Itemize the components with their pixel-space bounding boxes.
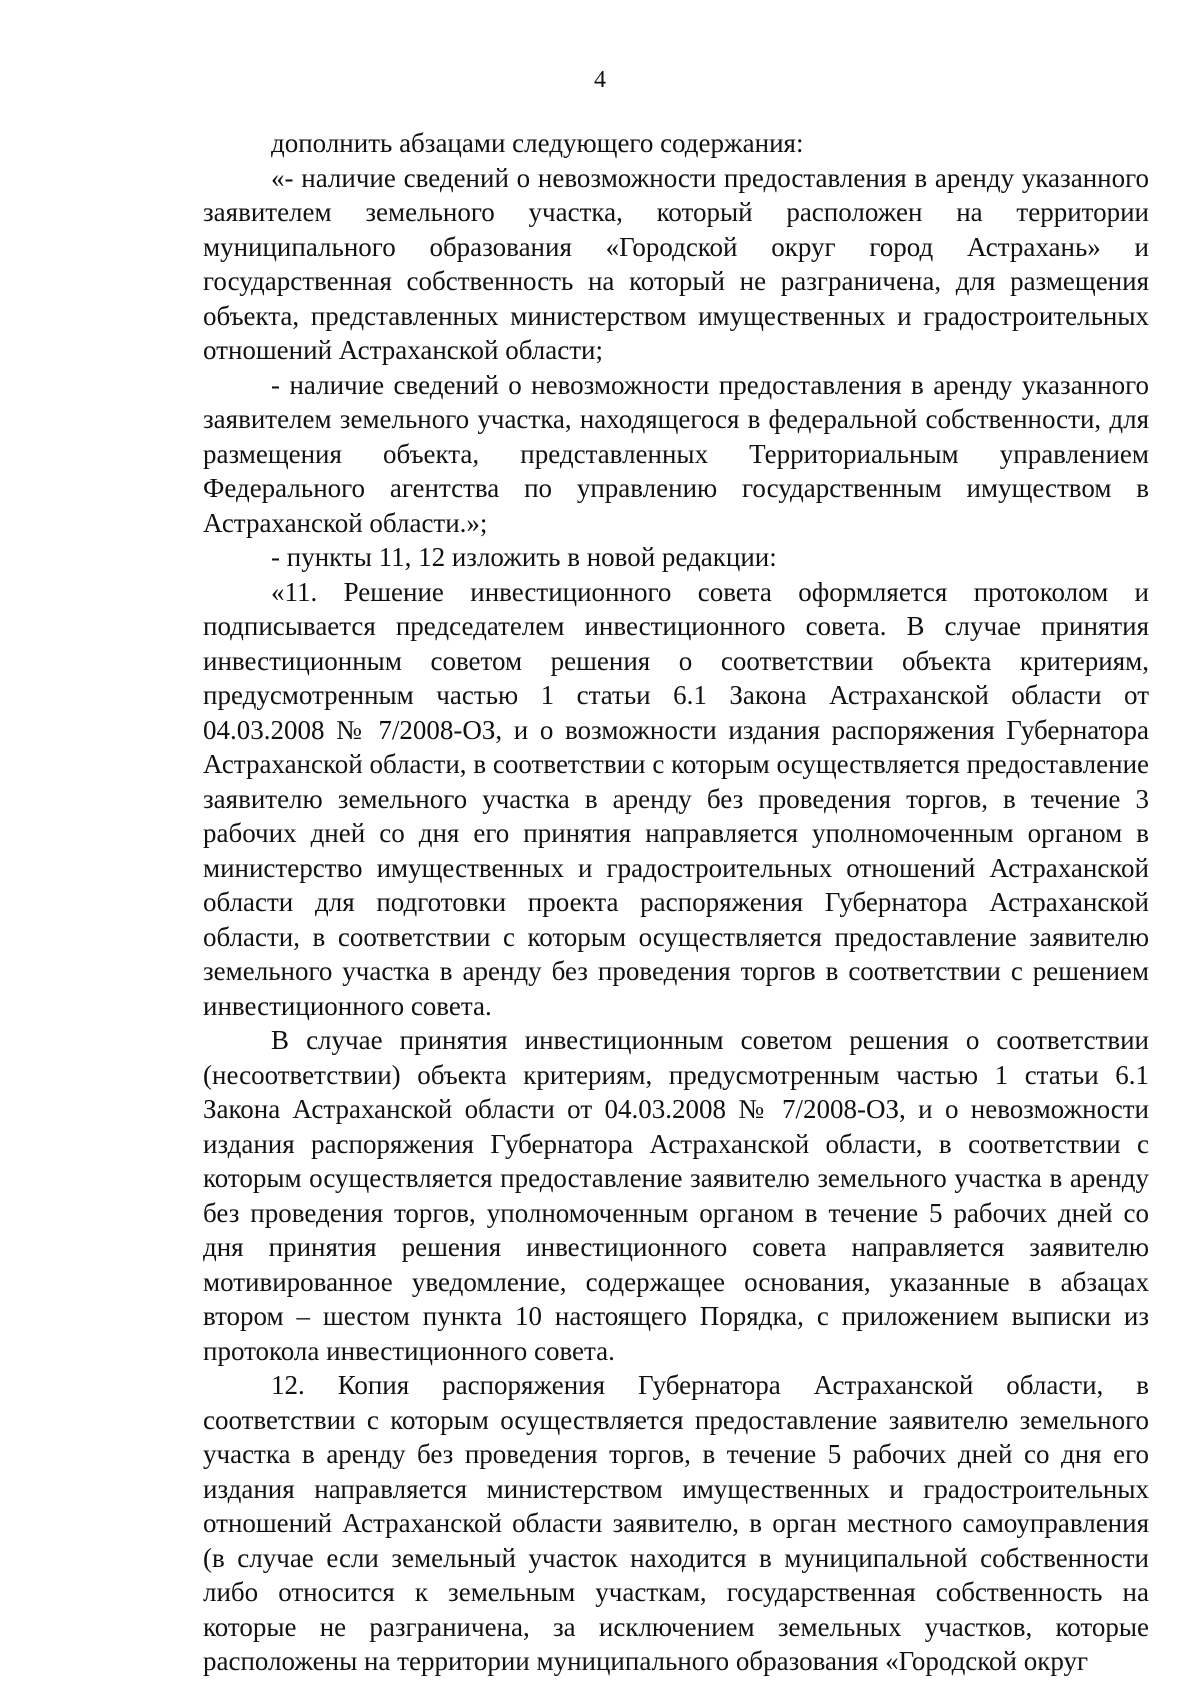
paragraph-municipal-land: «- наличие сведений о невозможности предоставления в аренду указанного заявителем земельного участка, который расположен на территории муниципального образования «Городской округ город Астрахань» и государственная собственность на который не разграничена, для размещения объекта, представленных министерством имущественных и градостроительных отношений Астраханской области; xyxy=(203,162,1149,365)
paragraph-point-11: «11. Решение инвестиционного совета оформляется протоколом и подписывается председателем инвестиционного совета. В случае принятия инвестиционным советом решения о соответствии объекта критериям, предусмотренным частью 1 статьи 6.1 Закона Астраханской области от 04.03.2008 № 7/2008-ОЗ, и о возможности издания распоряжения Губернатора Астраханской области, в соответствии с которым осуществляется предоставление заявителю земельного участка в аренду без проведения торгов, в течение 3 рабочих дней со дня его принятия направляется уполномоченным органом в министерство имущественных и градостроительных отношений Астраханской области для подготовки проекта распоряжения Губернатора Астраханской области, в соответствии с которым осуществляется предоставление заявителю земельного участка в аренду без проведения торгов в соответствии с решением инвестиционного совета. xyxy=(203,576,1149,1021)
paragraph-intro: дополнить абзацами следующего содержания: xyxy=(271,128,804,158)
paragraph-federal-land: - наличие сведений о невозможности предоставления в аренду указанного заявителем земельного участка, находящегося в федеральной собственности, для размещения объекта, представленных Территориальным управлением Федерального агентства по управлению государственным имуществом в Астраханской области.»; xyxy=(203,369,1149,538)
document-body xyxy=(203,126,1149,1679)
paragraph-point-12: 12. Копия распоряжения Губернатора Астраханской области, в соответствии с которым осуществляется предоставление заявителю земельного участка в аренду без проведения торгов, в течение 5 рабочих дней со дня его издания направляется министерством имущественных и градостроительных отношений Астраханской области заявителю, в орган местного самоуправления (в случае если земельный участок находится в муниципальной собственности либо относится к земельным участкам, государственная собственность на которые не разграничена, за исключением земельных участков, которые расположены на территории муниципального образования «Городской округ xyxy=(203,1370,1149,1676)
page-number: 4 xyxy=(594,67,606,93)
paragraph-points-11-12: - пункты 11, 12 изложить в новой редакции: xyxy=(271,542,777,572)
paragraph-point-11-case: В случае принятия инвестиционным советом решения о соответствии (несоответствии) объекта критериям, предусмотренным частью 1 статьи 6.1 Закона Астраханской области от 04.03.2008 № 7/2008-ОЗ, и о невозможности издания распоряжения Губернатора Астраханской области, в соответствии с которым осуществляется предоставление заявителю земельного участка в аренду без проведения торгов, уполномоченным органом в течение 5 рабочих дней со дня принятия решения инвестиционного совета направляется заявителю мотивированное уведомление, содержащее основания, указанные в абзацах втором – шестом пункта 10 настоящего Порядка, с приложением выписки из протокола инвестиционного совета. xyxy=(203,1025,1149,1366)
